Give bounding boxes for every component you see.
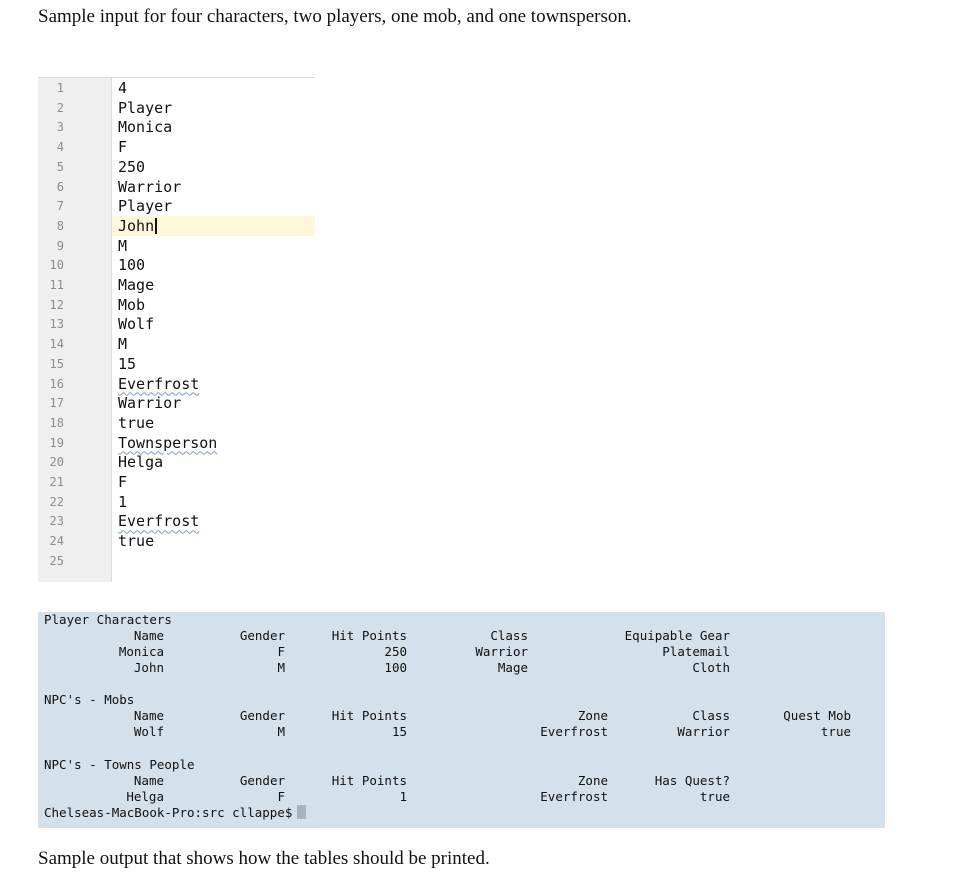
- code-line-text: Warrior: [118, 394, 182, 413]
- line-number: 20: [49, 455, 64, 470]
- mob-row-gender: M: [277, 724, 285, 739]
- code-line-text: 1: [118, 492, 128, 511]
- player-row-gear: Cloth: [692, 660, 730, 675]
- players-header-class: Class: [490, 628, 528, 643]
- code-line[interactable]: [118, 453, 163, 473]
- player-row-class: Mage: [497, 660, 528, 675]
- code-line[interactable]: [118, 355, 136, 375]
- line-number: 18: [49, 415, 64, 430]
- town-row-zone: Everfrost: [540, 789, 608, 804]
- line-number: 7: [56, 199, 64, 214]
- player-row-gear: Platemail: [662, 644, 730, 659]
- code-line-text: 250: [118, 157, 146, 176]
- code-line[interactable]: [118, 178, 181, 198]
- code-line-text: 4: [118, 79, 128, 97]
- code-line-text: F: [118, 138, 128, 157]
- line-number: 9: [56, 238, 64, 253]
- code-line[interactable]: [118, 158, 145, 178]
- mob-row-name: Wolf: [133, 724, 164, 739]
- code-line[interactable]: [118, 315, 154, 335]
- code-line[interactable]: [118, 138, 127, 158]
- mobs-header-class: Class: [692, 708, 730, 723]
- towns-header-zone: Zone: [577, 773, 608, 788]
- line-number: 24: [49, 534, 64, 549]
- section-title-players: Player Characters: [44, 612, 172, 627]
- line-number: 4: [56, 140, 64, 155]
- code-line-text: true: [118, 413, 155, 432]
- line-number: 3: [56, 120, 64, 135]
- mobs-header-name: Name: [133, 708, 164, 723]
- line-number: 22: [49, 494, 64, 509]
- page-footer: Sample output that shows how the tables should be printed.: [38, 848, 490, 869]
- mobs-header-zone: Zone: [577, 708, 608, 723]
- line-number: 6: [56, 179, 64, 194]
- code-line[interactable]: [118, 118, 172, 138]
- code-line-text: 100: [118, 256, 146, 275]
- code-line-text: Player: [118, 197, 173, 216]
- code-line[interactable]: [118, 296, 145, 316]
- shell-prompt: Chelseas-MacBook-Pro:src cllappe$: [44, 805, 293, 820]
- code-editor[interactable]: [38, 77, 315, 582]
- players-header-hit-points: Hit Points: [331, 628, 407, 643]
- code-line-text: M: [118, 236, 128, 255]
- player-row-hit-points: 250: [384, 644, 407, 659]
- code-line[interactable]: [118, 256, 145, 276]
- line-number: 11: [49, 278, 64, 292]
- code-line-text: Everfrost: [118, 374, 200, 393]
- terminal-cursor: [297, 805, 306, 819]
- mobs-header-hit-points: Hit Points: [331, 708, 407, 723]
- mob-row-zone: Everfrost: [540, 724, 608, 739]
- section-title-towns: NPC's - Towns People: [44, 757, 195, 772]
- code-line[interactable]: [118, 473, 127, 493]
- line-number: 21: [49, 475, 64, 489]
- code-line[interactable]: [118, 79, 127, 99]
- towns-header-name: Name: [133, 773, 164, 788]
- code-line[interactable]: [118, 434, 217, 454]
- players-header-gender: Gender: [239, 628, 285, 643]
- code-line[interactable]: [118, 532, 154, 552]
- code-line-text: M: [118, 335, 128, 354]
- town-row-name: Helga: [126, 789, 164, 804]
- line-number: 12: [49, 297, 64, 312]
- code-line[interactable]: [118, 512, 199, 532]
- code-line-text: Helga: [118, 453, 164, 472]
- mob-row-quest-mob: true: [820, 724, 851, 739]
- code-line-text: true: [118, 532, 155, 551]
- code-line-text: John: [118, 216, 155, 235]
- line-number: 14: [49, 337, 64, 352]
- players-header-gear: Equipable Gear: [624, 628, 730, 643]
- code-line[interactable]: [118, 375, 199, 395]
- code-line-text: F: [118, 473, 128, 491]
- code-line-text: 15: [118, 354, 137, 373]
- town-row-gender: F: [277, 789, 285, 804]
- line-number: 1: [56, 81, 64, 95]
- shell-prompt-line[interactable]: [44, 805, 306, 821]
- code-line[interactable]: [118, 414, 154, 434]
- player-row-class: Warrior: [475, 644, 528, 659]
- code-line[interactable]: [118, 197, 172, 217]
- players-header-name: Name: [133, 628, 164, 643]
- line-number: 25: [49, 553, 64, 568]
- mob-row-class: Warrior: [677, 724, 730, 739]
- code-line[interactable]: [118, 237, 127, 257]
- text-caret: [155, 218, 157, 234]
- town-row-hit-points: 1: [399, 789, 407, 804]
- code-line-text: Mob: [118, 295, 146, 314]
- code-line-text: Mage: [118, 276, 155, 294]
- code-line-text: Wolf: [118, 315, 155, 334]
- line-number: 16: [49, 376, 64, 391]
- towns-header-gender: Gender: [239, 773, 285, 788]
- player-row-name: John: [133, 660, 164, 675]
- code-line-text: Everfrost: [118, 512, 200, 531]
- line-number: 17: [49, 396, 64, 411]
- code-line[interactable]: [118, 276, 154, 296]
- player-row-gender: F: [277, 644, 285, 659]
- line-number: 10: [49, 258, 64, 273]
- line-number: 19: [49, 435, 64, 450]
- terminal-output[interactable]: [38, 612, 885, 828]
- mobs-header-quest-mob: Quest Mob: [783, 708, 851, 723]
- code-line[interactable]: [118, 217, 157, 237]
- towns-header-hit-points: Hit Points: [331, 773, 407, 788]
- code-line[interactable]: [118, 394, 181, 414]
- code-line[interactable]: [118, 493, 127, 513]
- town-row-has-quest: true: [699, 789, 730, 804]
- line-number: 23: [49, 514, 64, 529]
- line-number: 2: [56, 100, 64, 115]
- towns-header-has-quest: Has Quest?: [654, 773, 730, 788]
- code-line-text: Warrior: [118, 177, 182, 196]
- section-title-mobs: NPC's - Mobs: [44, 692, 135, 707]
- code-line[interactable]: [118, 99, 172, 119]
- line-number: 15: [49, 356, 64, 371]
- line-number: 5: [56, 159, 64, 174]
- code-line-text: Player: [118, 98, 173, 117]
- page-heading: Sample input for four characters, two players, one mob, and one townsperson.: [38, 6, 632, 27]
- player-row-hit-points: 100: [384, 660, 407, 675]
- code-line-text: Townsperson: [118, 433, 218, 452]
- line-number: 13: [49, 317, 64, 332]
- mob-row-hit-points: 15: [391, 724, 407, 739]
- code-line[interactable]: [118, 335, 127, 355]
- mobs-header-gender: Gender: [239, 708, 285, 723]
- player-row-name: Monica: [118, 644, 164, 659]
- code-line-text: Monica: [118, 118, 173, 137]
- line-number: 8: [56, 218, 64, 233]
- player-row-gender: M: [277, 660, 285, 675]
